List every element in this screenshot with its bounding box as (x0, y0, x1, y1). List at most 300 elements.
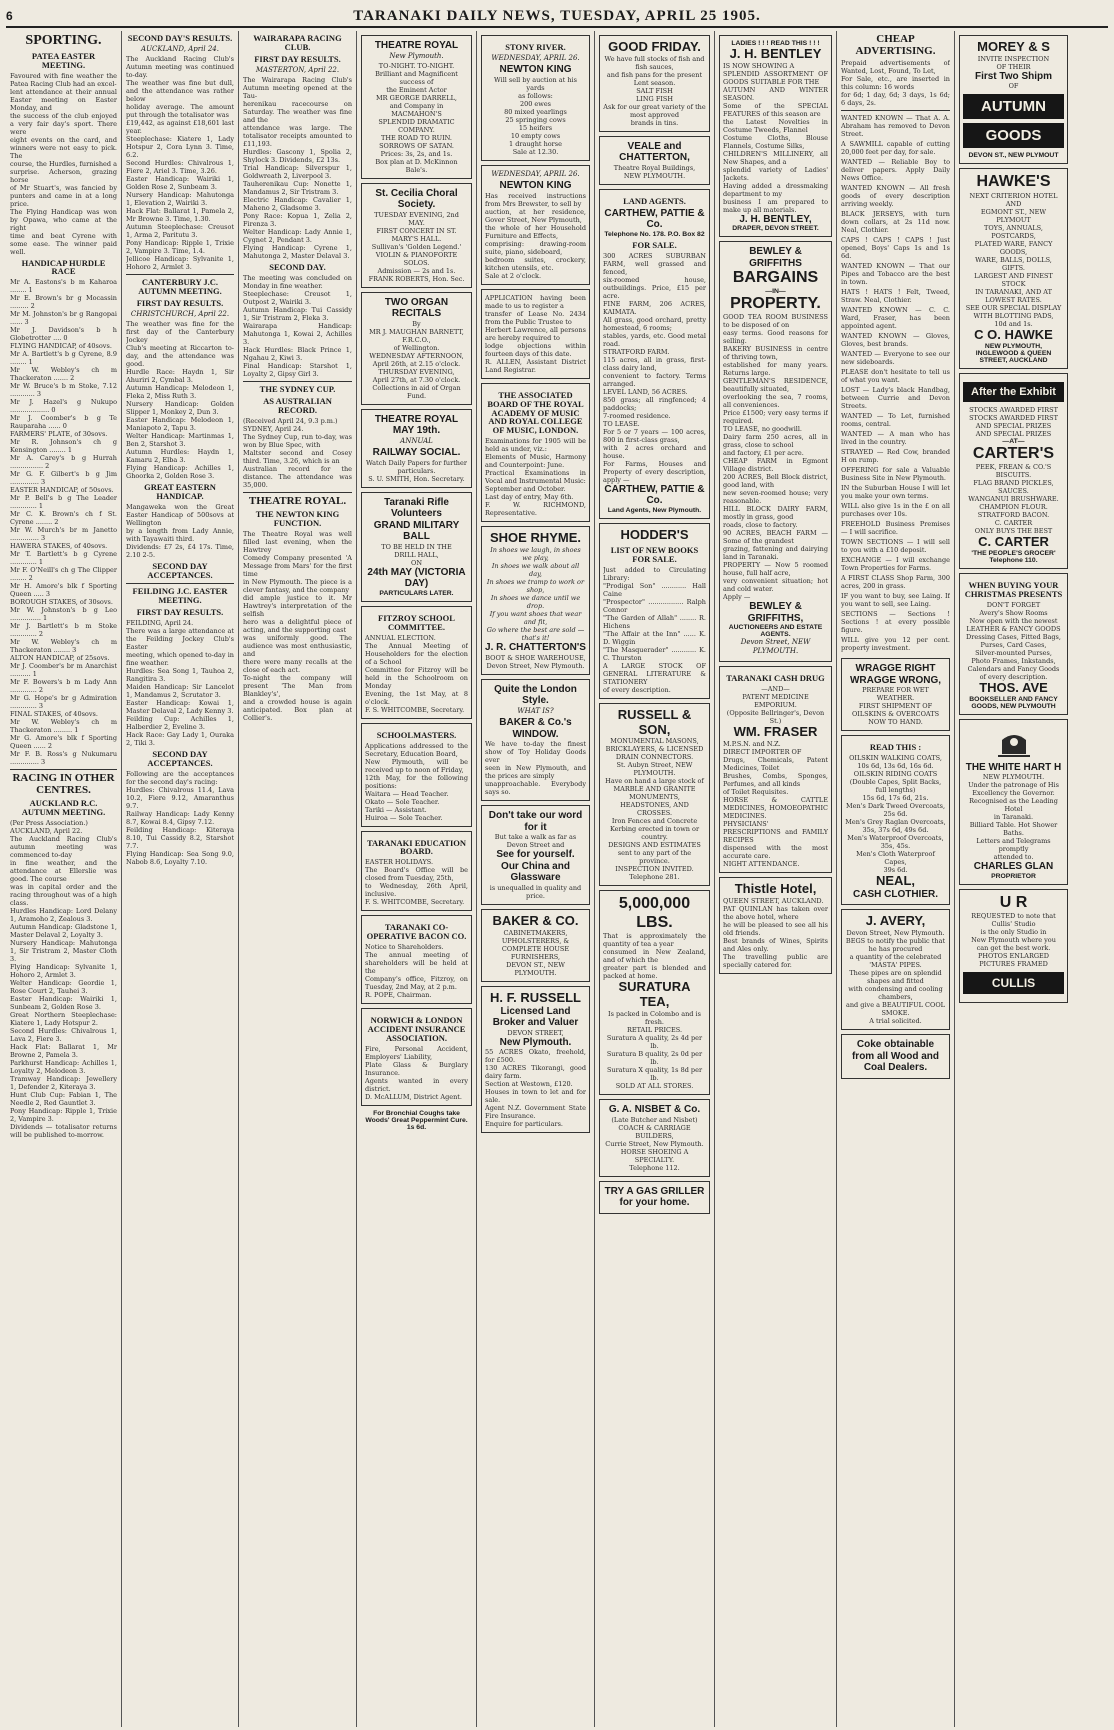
text-line: Mr W. Webley's ch m Thackeraton ......... 1 (10, 718, 117, 735)
text-line: LARGEST AND FINEST STOCK (974, 271, 1053, 288)
text-line: DIRECT IMPORTER OF (723, 747, 802, 756)
ad-title: LADIES ! ! ! READ THIS ! ! ! (731, 40, 820, 47)
ad-body (723, 313, 828, 601)
text-line: Calendars and Fancy Goods (967, 664, 1060, 673)
ad-body (603, 1010, 706, 1090)
notice-title: FITZROY SCHOOL COMMITTEE. (378, 612, 455, 632)
school-committee-notice (361, 606, 472, 719)
text-line: and fish pans for the present Lent season. (606, 70, 703, 87)
article-subheading: PATEA EASTER MEETING. (31, 50, 96, 70)
text-line: OILSKIN WALKING COATS, (849, 754, 942, 763)
text-line: EXCHANGE — I will exchange Town Properties for Farms. (841, 556, 950, 573)
text-line: We have full stocks of fish and fish sauces, (604, 54, 705, 71)
section-heading: SPORTING. (25, 33, 102, 48)
ad-body (963, 601, 1064, 681)
text-line: Is packed in Colombo and is fresh. (608, 1010, 701, 1027)
auctioneer-name: NEWTON KING (499, 64, 572, 76)
text-line: DRAIN CONNECTORS. (615, 753, 694, 762)
text-line: PLEASE don't hesitate to tell us of what you want. (841, 368, 950, 385)
text-line: Pony Handicap: Ripple 1, Trixie 2, Vampire 3. Time, 1.4. (126, 239, 234, 256)
text-line: Feilding Cup: Achilles 1, Halberdier 2, Eveline 3. (126, 714, 234, 731)
text-line: But take a walk as far as Devon Street and (494, 833, 577, 850)
ad-title: NORWICH & LONDON ACCIDENT INSURANCE ASSOCIATION. (367, 1015, 466, 1044)
text-line: 130 ACRES Tikorangi, good dairy farm. (485, 1064, 586, 1081)
ad-place: New Plymouth. (499, 1036, 572, 1048)
classified-ads (841, 114, 950, 654)
cullis-studio-ad (959, 889, 1068, 1003)
text-line: 25s 6d. (883, 810, 908, 819)
text-line: NOW TO HAND. (868, 718, 923, 727)
text-line: Devon Street, New Plymouth. (486, 661, 585, 670)
text-line: FLAG BRAND PICKLES, SAUCES. (973, 479, 1054, 496)
text-line: Easter Handicap: Wairiki 1, Golden Rose 2, Sunbeam 3. (126, 175, 234, 192)
ad-body (723, 897, 828, 969)
text-line: Mr W. Webley's ch m Thackeraton ....... 2 (10, 366, 117, 383)
ad-footer: 'THE PEOPLE'S GROCER' Telephone 110. (971, 550, 1056, 565)
text-line: Hunt Club Cup: Fabian 1, The Needle 2, Red Gauntlet 3. (10, 1091, 117, 1108)
ad-body (603, 252, 706, 484)
article-subheading: AUCKLAND R.C. AUTUMN MEETING. (21, 798, 106, 818)
article-heading: CANTERBURY J.C. AUTUMN MEETING. (138, 277, 222, 297)
text-line: Huiroa — Sole Teacher. (365, 813, 443, 822)
newspaper-title: TARANAKI DAILY NEWS, TUESDAY, APRIL 25 1905. (353, 7, 761, 24)
gas-griller-ad (599, 1181, 710, 1214)
text-line: The meeting was concluded on Monday in fine weather. (243, 274, 352, 291)
text-line: overlooking the sea, 7 rooms, all conveniences. (723, 393, 828, 410)
bewley-griffiths-ad (719, 241, 832, 662)
text-line: WEDNESDAY AFTERNOON, (369, 351, 464, 360)
text-line: For 5 or 7 years — 100 acres, 800 in first-class grass, (603, 427, 706, 444)
text-line: herenikau racecourse on Saturday. The weather was fine and the (243, 100, 352, 125)
text-line: Welter Handicap: Geordie 1, Rose Court 2, Tauhei 3. (10, 979, 117, 996)
text-line: (Received April 24, 9.3 p.m.) (243, 416, 338, 425)
land-transfer-notice (481, 289, 590, 379)
ad-title: Don't take our word for it (488, 810, 583, 833)
text-line: We have to-day the finest show of Toy Holiday Goods ever (485, 740, 586, 765)
ad-name: C O. HAWKE (974, 326, 1053, 342)
text-line: MONUMENTAL MASONS, BRICKLAYERS, & LICENSED (605, 737, 704, 754)
text-line: Welter Handicap: Martinmas 1, Ben 2, Starshot 3. (126, 432, 234, 449)
text-line: LOST — Lady's black Handbag, between Currie and Devon Streets. (841, 386, 950, 411)
text-line: Mr W. Johnston's b g Leo ............... 1 (10, 606, 117, 623)
text-line: with 2 acres orchard and house. (603, 443, 706, 460)
text-line: a quantity of the celebrated (849, 953, 942, 962)
auctioneer-name: NEWTON KING (499, 180, 572, 192)
text-line: Autumn Handicap: Gladstone 1, Master Delaval 2, Loyalty 3. (10, 923, 117, 940)
text-line: VIOLIN & PIANOFORTE SOLOS. (375, 250, 458, 267)
text-line: 12th May, for the following positions: (365, 773, 468, 790)
text-line: WANTED — To Let, furnished rooms, central. (841, 412, 950, 429)
ad-body (365, 1045, 468, 1101)
text-line: STOCKS AWARDED FIRST (969, 405, 1058, 414)
ad-name: RAILWAY SOCIAL. (372, 447, 461, 459)
text-line: Apply — (723, 593, 751, 602)
text-line: Dividends: £7 2s, £4 17s. Time, 2.10 2-5. (126, 543, 234, 560)
text-line: 10 empty cows (510, 131, 561, 140)
text-line: dispensed with the most accurate care. (723, 843, 828, 860)
text-line: WANTED KNOWN — That A. A. Abraham has removed to Devon Street. (841, 114, 950, 139)
text-line: Mr J. Coomber's br m Anarchist .......... 1 (10, 662, 117, 679)
text-line: Dressing Cases, Fitted Bags, (966, 632, 1061, 641)
ad-date: WEDNESDAY, APRIL 26. (491, 169, 580, 178)
text-line: Tariki — Assistant. (365, 805, 427, 814)
column-auction-ads (477, 31, 595, 1727)
text-line: The Flying Handicap was won by Opawa, who came at the right (10, 207, 117, 232)
text-line: Admission — 2s and 1s. (377, 266, 456, 275)
article-body (126, 503, 234, 559)
ad-name: Thistle Hotel, (734, 880, 817, 896)
text-line: greater part is blended and packed at home. (603, 964, 706, 981)
ad-name: HAWKE'S (976, 173, 1051, 191)
text-line: Suratura B quality, 2s 0d per lb. (606, 1050, 703, 1067)
text-line: LOWEST RATES. (985, 295, 1042, 304)
text-line: Flying Handicap: Sea Song 9.0, Nabob 8.6, Loyalty 7.10. (126, 849, 234, 866)
carter-grocer-ad (959, 373, 1068, 569)
text-line: Best brands of Wines, Spirits and Ales only. (723, 936, 828, 953)
text-line: TUESDAY EVENING, 2nd MAY. (374, 210, 459, 227)
text-line: A FIRST CLASS Shop Farm, 300 acres, 200 in grass. (841, 574, 950, 591)
text-line: HORSE & CATTLE MEDICINES, HOMOEOPATHIC MEDICINES. (723, 795, 828, 820)
text-line: Herbert Lawrence, all persons are hereby required to (485, 325, 586, 342)
stony-river-auction-ad (481, 35, 590, 161)
text-line: Mr E. Brown's br g Mocassin ......... 2 (10, 294, 117, 311)
text-line: IS NOW SHOWING A (723, 61, 795, 70)
text-line: Devon Street, New Plymouth. (846, 929, 945, 938)
ad-footer: CULLIS (963, 972, 1064, 994)
text-line: roads, close to factory. (723, 521, 798, 530)
text-line: AND SPECIAL PRIZES (975, 429, 1052, 438)
text-line: Mr J. Davidson's b h Globetrotter .... 0 (10, 326, 117, 343)
text-line: PATENT MEDICINE EMPORIUM. (742, 692, 809, 709)
ad-title: Quite the London Style. (494, 683, 577, 707)
text-line: The weather was fine for the first day of the Canterbury Jockey (126, 320, 234, 345)
text-line: very convenient situation; hot and cold water. (723, 577, 828, 594)
text-line: Flying Handicap: Achilles 1, Ghoorka 2, Golden Rose 3. (126, 464, 234, 481)
text-line: TOWN SECTIONS — I will sell to you with a £10 deposit. (841, 538, 950, 555)
notice-body (365, 858, 468, 906)
text-line: R. ALLEN, Assistant District Land Registrar. (485, 357, 586, 374)
classifieds-intro (841, 59, 950, 107)
divider (841, 110, 950, 111)
text-line: In shoes we laugh, in shoes we play, (490, 546, 581, 563)
china-glassware-ad (481, 805, 590, 905)
article-heading: SECOND DAY ACCEPTANCES. (147, 748, 213, 768)
ad-body (365, 62, 468, 174)
divider (126, 274, 234, 275)
text-line: lent attendance at their annual Easter meeting on Easter Monday, and (10, 87, 117, 112)
text-line: consumed in New Zealand, and of which the (603, 948, 706, 965)
text-line: NEW PLYMOUTH. (982, 773, 1045, 782)
notice-body (365, 943, 468, 999)
ad-body (963, 82, 1064, 90)
text-line: Drugs, Chemicals, Patent Medicines, Toilet (723, 755, 828, 772)
text-line: BOOT & SHOE WAREHOUSE, (485, 653, 586, 662)
ad-name: THE WHITE HART H (965, 761, 1062, 773)
text-line: for 6d; 1 day, 6d; 3 days, 1s 6d; 6 days, 2s. (841, 91, 950, 108)
text-line: of every description. (979, 672, 1048, 681)
ad-name: WM. FRASER (733, 723, 818, 739)
ad-footer: NEW PLYMOUTH, INGLEWOOD & QUEEN STREET, AUCKLAND (975, 342, 1052, 364)
text-line: Okato — Sole Teacher. (365, 797, 440, 806)
text-line: A LARGE STOCK OF GENERAL LITERATURE & STATIONERY (603, 661, 706, 686)
avery-showrooms-ad (959, 573, 1068, 715)
nisbet-coach-ad (599, 1099, 710, 1177)
text-line: Nursery Handicap: Golden Slipper 1, Monkey 2, Dun 3. (126, 400, 234, 417)
text-line: CHILDREN'S MILLINERY, all New Shapes, and a (723, 149, 828, 166)
text-line: Last day of entry, May 6th. (485, 493, 574, 502)
ad-name: MOREY & S (977, 39, 1050, 54)
text-line: can get the best work. (976, 944, 1051, 953)
ad-subtitle: Licensed Land Broker and Valuer (492, 1005, 579, 1029)
article-heading: THEATRE ROYAL. (248, 494, 347, 507)
text-line: time and beat Cyrene with some ease. The winner paid well. (10, 231, 117, 256)
ad-headline: AUTUMN (963, 94, 1064, 119)
text-line: Flying Handicap: Cyrene 1, Mahutonga 2, Master Delaval 3. (243, 244, 352, 261)
ad-name: BEWLEY & GRIFFITHS, (747, 601, 804, 624)
text-line: CHAMPION FLOUR. (979, 503, 1048, 512)
text-line: BAKERY BUSINESS in centre of thriving town, (723, 345, 828, 362)
text-line: Following are the acceptances for the second day's racing: (126, 769, 234, 786)
royal-crest-icon (994, 728, 1034, 758)
text-line: BEGS to notify the public that he has procured (845, 937, 946, 954)
notice-body (485, 294, 586, 374)
text-line: By (412, 319, 421, 328)
text-line: MARBLE AND GRANITE MONUMENTS, HEADSTONES, AND CROSSES. (613, 785, 696, 818)
text-line: unapproachable. Everybody says so. (485, 780, 586, 797)
dateline: AUCKLAND, April 24. (141, 44, 219, 53)
ad-body (963, 192, 1064, 328)
good-friday-ad (599, 35, 710, 132)
text-line: The Auckland Racing Club's autumn meeting was commenced to-day (10, 835, 117, 860)
text-line: April 27th, at 7.30 o'clock. (372, 375, 461, 384)
text-line: SORROWS OF SATAN. (379, 141, 454, 150)
text-line: Brilliant and Magnificent success of (375, 69, 458, 86)
text-line: ON (410, 558, 423, 567)
text-line: (Late Butcher and Nisbet) (611, 1115, 698, 1124)
ad-body (963, 406, 1064, 438)
notice-title: THE ASSOCIATED BOARD OF THE ROYAL ACADEMY OF MUSIC AND ROYAL COLLEGE OF MUSIC, LONDON. (487, 389, 584, 436)
text-line: SECTIONS — Sections ! Sections ! at every possible figure. (841, 610, 950, 635)
text-line: ALTON HANDICAP, of 25sovs. (10, 654, 110, 663)
text-line: Dividends — totalisator returns will be published to-morrow. (10, 1123, 117, 1140)
ad-name: CHARLES GLAN (973, 861, 1054, 873)
column-sporting (6, 31, 122, 1727)
text-line: AND (1005, 199, 1022, 208)
article-body (126, 619, 234, 747)
text-line: FEILDING, April 24. (126, 618, 194, 627)
veale-chatterton-ad (599, 136, 710, 185)
coke-ad (841, 1034, 950, 1079)
text-line: SEE OUR SPECIAL DISPLAY (965, 303, 1062, 312)
text-line: he will be pleased to see all his old friends. (723, 920, 828, 937)
text-line: convenient to factory. Terms arranged. (603, 371, 706, 388)
text-line: Mr W. Webley's ch m Thackeraton ........ 3 (10, 638, 117, 655)
text-line: WANTED KNOWN — Gloves, Gloves, best brands. (841, 332, 950, 349)
text-line: 90 ACRES, BEACH FARM — Some of the grandest (723, 529, 828, 546)
text-line: Avery's Show Rooms (979, 608, 1048, 617)
text-line: WANTED — A man who has lived in the country. (841, 430, 950, 447)
text-line: September and October. (485, 485, 566, 494)
article-body (126, 770, 234, 866)
text-line: The Annual Meeting of Householders for the election of a School (365, 641, 468, 666)
column-entertainment-ads (357, 31, 477, 1727)
text-line: Hurdle Race: Haydn 1, Sir Ahuriri 2, Cymbal 3. (126, 368, 234, 385)
text-line: WANTED — Everyone to see our new sideboards. (841, 350, 950, 367)
text-line: there were many recalls at the close of each act. (243, 658, 352, 675)
text-line: by a length from Lady Annie, with Tayawaiti third. (126, 527, 234, 544)
text-line: If you want shoes that wear and fit, (489, 610, 582, 627)
ad-date: 24th MAY (VICTORIA DAY) (367, 566, 466, 590)
race-results (10, 278, 117, 766)
text-line: STRATFORD FARM. (603, 347, 670, 356)
article-subheading: FIRST DAY RESULTS. (254, 53, 341, 64)
text-line: new seven-roomed house; very reasonable. (723, 489, 828, 506)
ad-name: H. F. RUSSELL (489, 989, 581, 1005)
ad-name: NEAL, (876, 873, 915, 889)
text-line: In shoes we dance until we drop. (490, 594, 581, 611)
text-line: Now open with the newest (969, 616, 1058, 625)
text-line: Autumn Steeplechase: Creusot 1, Arma 2, Paritutu 3. (126, 223, 234, 240)
ad-name: Our China and Glassware (501, 860, 570, 884)
text-line: Price £1500; very easy terms if required. (723, 409, 828, 426)
ad-body (485, 833, 586, 849)
text-line: Pony Handicap: Ripple 1, Trixie 2, Vampire 3. (10, 1107, 117, 1124)
text-line: Have on hand a large stock of (605, 777, 704, 786)
text-line: A SAWMILL capable of cutting 20,000 feet per day, for sale. (841, 140, 950, 157)
text-line: the Latest Novelties in Costume Tweeds, Flannel (723, 117, 828, 134)
text-line: PREPARE FOR WET WEATHER. (862, 686, 929, 703)
ad-title: SHOE RHYME. (489, 530, 581, 546)
text-line: Welter Handicap: Lady Annie 1, Cygnet 2, Pendant 3. (243, 228, 352, 245)
ad-body (963, 773, 1064, 861)
text-line: "Prodigal Son" ............ Hall Caine (603, 581, 706, 598)
text-line: BLACK JERSEYS, with turn down collars, at 2s 11d now. Neal, Clothier. (841, 210, 950, 235)
article-subheading: FIRST DAY RESULTS. (136, 298, 224, 309)
text-line: "The Masquerader" ............ K. C. Thurston (603, 645, 706, 662)
ad-name: BEWLEY & GRIFFITHS (749, 246, 802, 269)
text-line: Photo Frames, Inkstands, (971, 656, 1056, 665)
dateline: CHRISTCHURCH, April 22. (130, 310, 230, 319)
text-line: COACH & CARRIAGE BUILDERS, (618, 1123, 691, 1140)
text-line: the success of the club enjoyed a very fair day's sport. There were (10, 111, 117, 136)
text-line: Suratura A quality, 2s 4d per lb. (606, 1034, 703, 1051)
ad-body (365, 320, 468, 400)
text-line: Hurdles Handicap: Lord Delany 1, Aramoho 2, Zealous 3. (10, 907, 117, 924)
text-line: £19,442, as against £18,601 last year. (126, 119, 234, 136)
text-line: WILL give you 12 per cent. property investment. (841, 636, 950, 653)
text-line: In shoes we tramp to work or shop, (486, 578, 585, 595)
text-line: 7-roomed residence. (603, 411, 671, 420)
ad-contact: Telephone No. 178. P.O. Box 82 (604, 230, 705, 238)
text-line: The Board's Office will be closed from Tuesday, 25th, (365, 866, 468, 883)
ad-name: U R (999, 893, 1028, 911)
text-line: NIGHT ATTENDANCE. (723, 859, 800, 868)
text-line: Telephone 281. (629, 873, 680, 882)
text-line: WANTED KNOWN — That our Pipes and Tobacco are the best in town. (841, 262, 950, 287)
ad-headline: BARGAINS (732, 269, 819, 287)
text-line: OILSKIN RIDING COATS (853, 770, 938, 779)
ad-title: St. Cecilia Choral Society. (375, 187, 458, 211)
ad-footer: DEVON ST., NEW PLYMOUT (968, 152, 1059, 160)
text-line: 15 heifers (518, 123, 553, 132)
text-line: 55 ACRES Okato, freehold, for £500. (485, 1048, 586, 1065)
text-line: as follows: (518, 91, 553, 100)
text-line: 10d and 1s. (994, 319, 1033, 328)
text-line: Cullis' Studio (991, 920, 1036, 929)
text-line: 35s, 45s. (880, 842, 911, 851)
text-line: Mr J. Hazel's g Nukupo ................... 0 (10, 398, 117, 415)
ad-name: RUSSELL & SON, (617, 706, 692, 737)
text-line: Nursery Handicap: Mahutonga 1, Sir Tristram 2, Master Cloth 3. (10, 939, 117, 964)
text-line: Just added to Circulating Library: (603, 565, 706, 582)
furniture-auction-ad (481, 165, 590, 285)
ad-address: Devon Street, NEW PLYMOUTH. (740, 638, 811, 655)
text-line: That is approximately the quantity of tea a year (603, 932, 706, 949)
text-line: FARMERS' PLATE, of 30sovs. (10, 430, 108, 439)
text-line: easy terms. Good reasons for selling. (723, 329, 828, 346)
text-line: WILL also give 1s in the £ on all purchases over 10s. (841, 502, 950, 519)
text-line: STOCKS AWARDED FIRST (969, 413, 1058, 422)
text-line: GOOD TEA ROOM BUSINESS to be disposed of on (723, 313, 828, 330)
text-line: Dairy farm 250 acres, all in grass, close to school (723, 433, 828, 450)
text-line: attended to. (993, 853, 1034, 862)
article-subheading: FIRST DAY RESULTS. (136, 607, 224, 617)
text-line: AUTUMN AND WINTER SEASON. (723, 85, 828, 102)
ad-body (485, 1048, 586, 1128)
column-grid (6, 31, 1108, 1727)
text-line: LEATHER & FANCY GOODS (966, 624, 1061, 633)
text-line: SPLENDID DRAMATIC COMPANY. (378, 117, 455, 134)
text-line: TO LEASE. (603, 419, 640, 428)
ad-body (485, 654, 586, 670)
morey-autumn-goods-ad (959, 35, 1068, 164)
ad-name: BAKER & Co.'s WINDOW. (499, 717, 572, 740)
article-body (126, 55, 234, 271)
text-line: Mr P. Bell's b g The Leader ............. 1 (10, 494, 117, 511)
ad-subtitle: ANNUAL (400, 436, 433, 445)
ad-title: STONY RIVER. (505, 42, 566, 52)
text-line: Great Northern Steeplechase: Kiatere 1, Lady Hotspur 2. (10, 1011, 117, 1028)
text-line: business I am prepared to make up all materials. (723, 197, 828, 214)
text-line: 25 springing cows (505, 115, 566, 124)
organ-recital-ad (361, 292, 472, 405)
text-line: auction, at her residence, Gover Street, New Plymouth, (485, 207, 586, 224)
text-line: St. Aubyn Street, NEW PLYMOUTH. (616, 761, 693, 778)
text-line: DESIGNS AND ESTIMATES sent to any part of the province. (608, 841, 701, 866)
text-line: Billiard Table. Hot Shower Baths. (969, 821, 1058, 838)
text-line: Has received instructions from Mrs Brewster, to sell by (485, 191, 586, 208)
text-line: Railway Handicap: Lady Kenny 8.7, Kowai 8.4, Gipsy 7.12. (126, 809, 234, 826)
text-line: SYDNEY, April 24. (243, 424, 304, 433)
text-line: Hurdles: Gascony 1, Spolia 2, Shylock 3. Dividends, £2 13s. (243, 148, 352, 165)
schoolmasters-notice (361, 723, 472, 827)
text-line: Hurdles: Sea Song 1, Tauhoa 2, Rangitira 3. (126, 666, 234, 683)
ad-name: J. R. CHATTERTON'S (485, 642, 586, 654)
text-line: Jellicoe Handicap: Sylvanite 1, Hohoro 2, Armlet 3. (126, 255, 234, 272)
ad-subtitle: CASH CLOTHIER. (853, 888, 938, 900)
masthead (6, 6, 1108, 28)
text-line: WANTED — Reliable Boy to deliver papers. Apply Daily News Office. (841, 158, 950, 183)
text-line: To-night the company will present 'The Man from Blankley's', (243, 674, 352, 699)
ad-name: After the Exhibit (963, 382, 1064, 402)
text-line: six-roomed house, outbuildings. Price, £15 per acre. (603, 275, 706, 300)
text-line: in fine weather, and the attendance at Ellerslie was good. The course (10, 859, 117, 884)
text-line: Final Handicap: Starshot 1, Loyalty 2, Gipsy Girl 3. (243, 362, 352, 379)
text-line: HATS ! HATS ! Felt, Tweed, Straw. Neal, Clothier. (841, 288, 950, 305)
notice-body (485, 437, 586, 517)
text-line: FURNISHERS, (510, 952, 561, 961)
text-line: Under the patronage of His (968, 781, 1059, 790)
